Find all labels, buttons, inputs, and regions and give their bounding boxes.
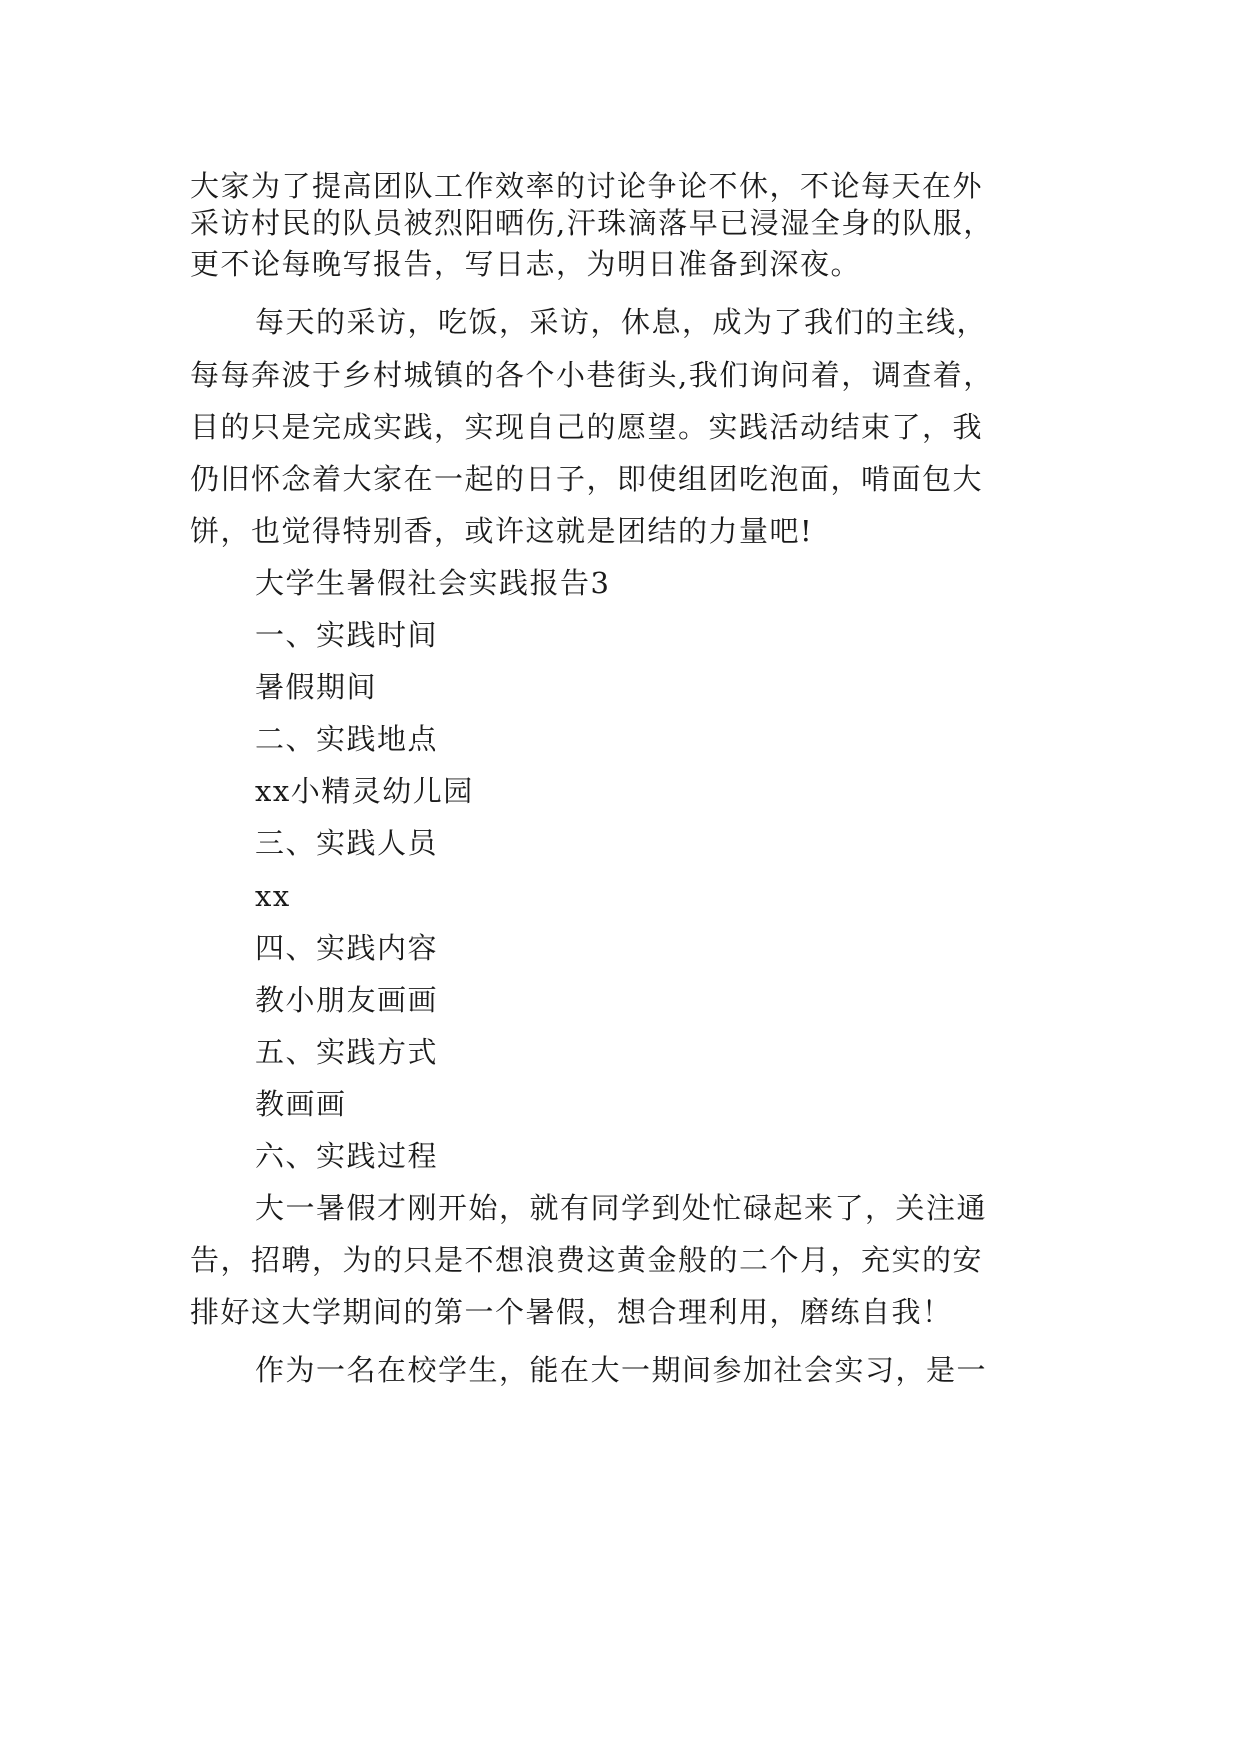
paragraph-line: 更不论每晚写报告，写日志，为明日准备到深夜。 — [190, 247, 862, 281]
section-heading: 三、实践人员 — [255, 826, 439, 860]
section-text: xx — [255, 879, 291, 913]
section-heading: 四、实践内容 — [255, 931, 439, 965]
section-text: xx小精灵幼儿园 — [255, 774, 474, 808]
section-heading: 一、实践时间 — [255, 618, 439, 652]
paragraph-line: 目的只是完成实践，实现自己的愿望。实践活动结束了，我 — [190, 410, 984, 444]
section-heading: 六、实践过程 — [255, 1139, 439, 1173]
paragraph-line: 大一暑假才刚开始，就有同学到处忙碌起来了，关注通 — [255, 1191, 988, 1225]
paragraph-line: 饼，也觉得特别香，或许这就是团结的力量吧! — [190, 514, 814, 548]
paragraph-line: 告，招聘，为的只是不想浪费这黄金般的二个月，充实的安 — [190, 1243, 984, 1277]
section-text: 教小朋友画画 — [255, 983, 439, 1017]
paragraph-line: 大家为了提高团队工作效率的讨论争论不休，不论每天在外 — [190, 169, 984, 203]
section-heading: 二、实践地点 — [255, 722, 439, 756]
paragraph-line: 仍旧怀念着大家在一起的日子，即使组团吃泡面，啃面包大 — [190, 462, 984, 496]
section-text: 暑假期间 — [255, 670, 378, 704]
paragraph-line: 每天的采访，吃饭，采访，休息，成为了我们的主线， — [255, 305, 988, 339]
section-heading: 五、实践方式 — [255, 1035, 439, 1069]
paragraph-line: 作为一名在校学生，能在大一期间参加社会实习，是一 — [255, 1353, 988, 1387]
paragraph-line: 排好这大学期间的第一个暑假，想合理利用，磨练自我！ — [190, 1295, 953, 1329]
paragraph-line: 每每奔波于乡村城镇的各个小巷街头,我们询问着，调查着， — [190, 358, 994, 392]
section-text: 教画画 — [255, 1087, 347, 1121]
paragraph-line: 采访村民的队员被烈阳晒伤,汗珠滴落早已浸湿全身的队服， — [190, 206, 994, 240]
section-title: 大学生暑假社会实践报告3 — [255, 566, 611, 600]
